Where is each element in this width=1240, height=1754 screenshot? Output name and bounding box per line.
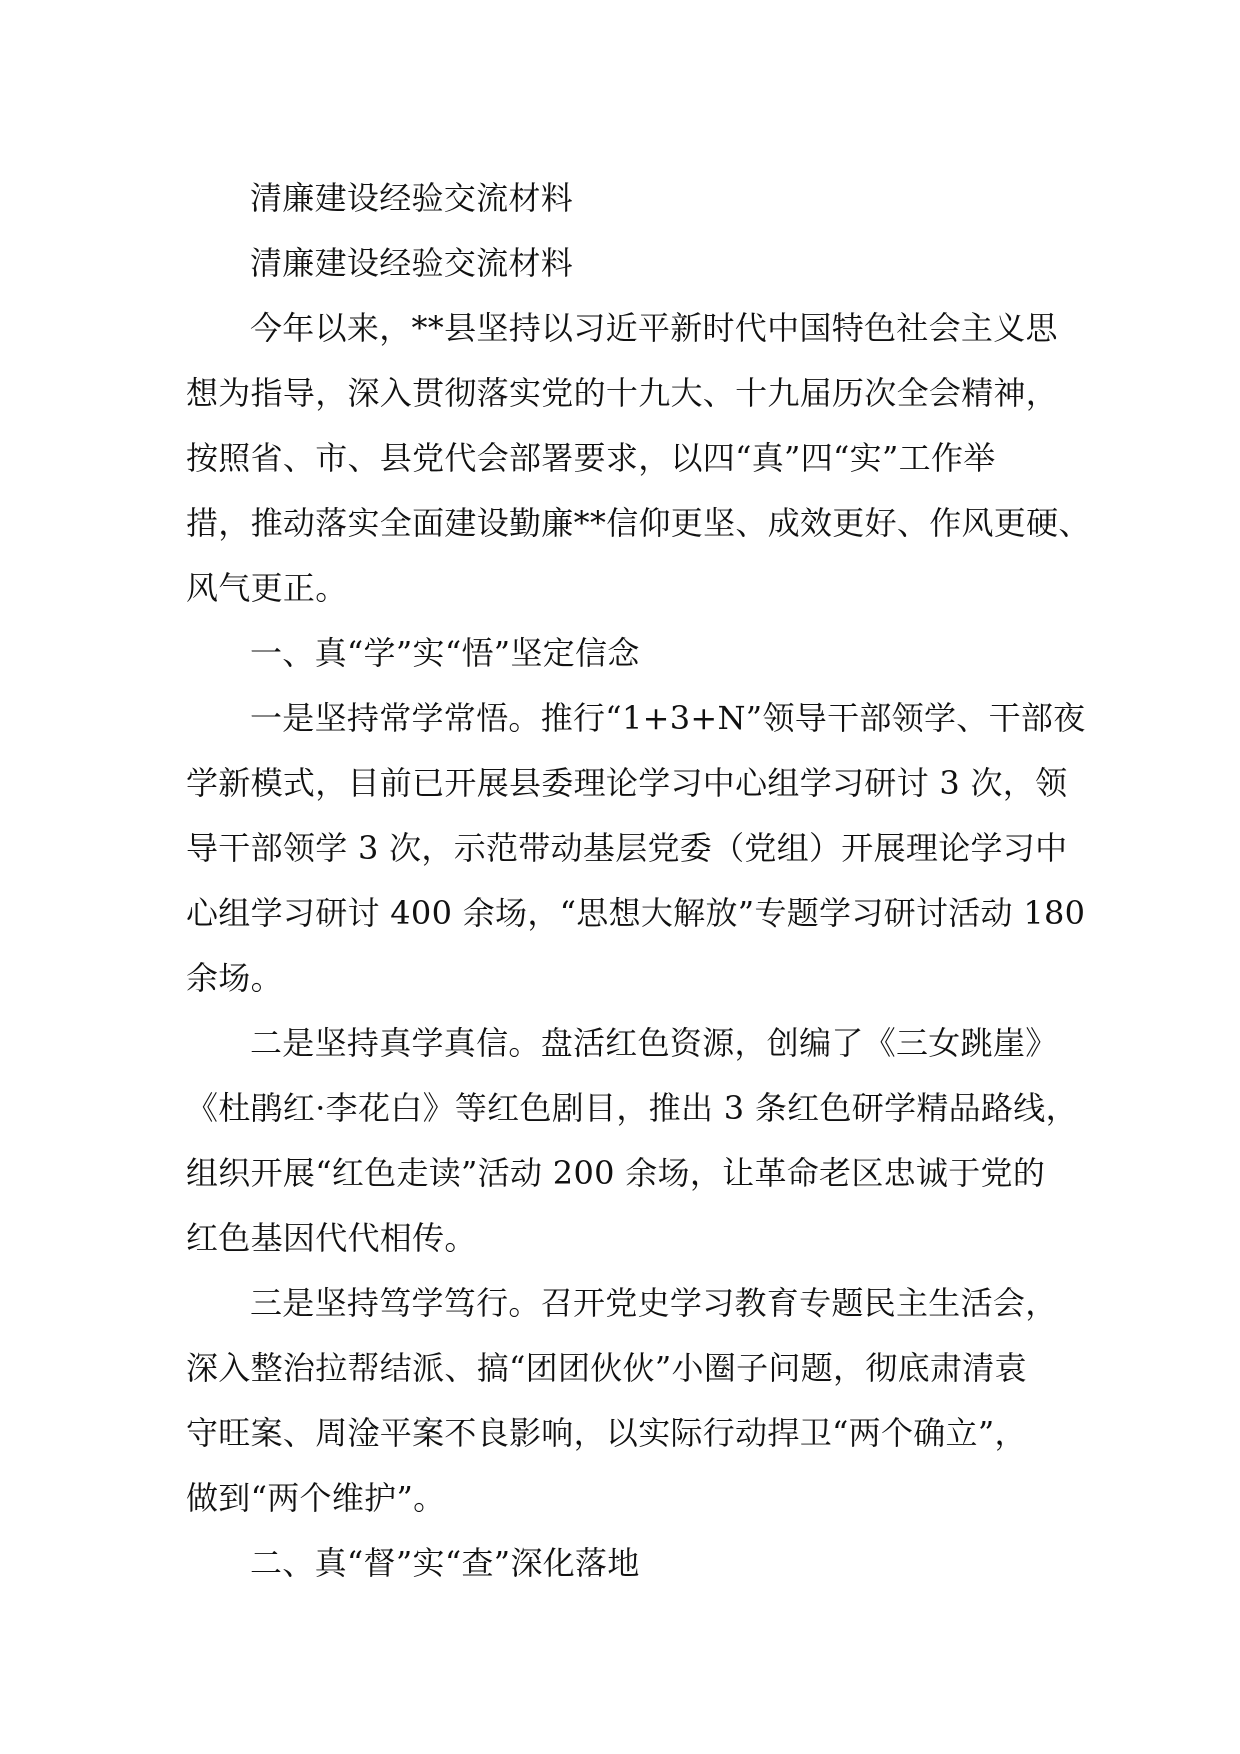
text-line: 二是坚持真学真信。盘活红色资源，创编了《三女跳崖》 <box>250 1024 1058 1062</box>
text-line: 组织开展“红色走读”活动 200 余场，让革命老区忠诚于党的 <box>186 1154 1046 1192</box>
text-line: 今年以来，**县坚持以习近平新时代中国特色社会主义思 <box>250 309 1058 347</box>
text-line: 导干部领学 3 次，示范带动基层党委（党组）开展理论学习中 <box>186 829 1068 867</box>
text-line: 按照省、市、县党代会部署要求，以四“真”四“实”工作举 <box>186 439 996 477</box>
text-line: 心组学习研讨 400 余场，“思想大解放”专题学习研讨活动 180 <box>186 894 1086 932</box>
text-line: 三是坚持笃学笃行。召开党史学习教育专题民主生活会， <box>250 1284 1058 1322</box>
text-line: 守旺案、周淦平案不良影响，以实际行动捍卫“两个确立”， <box>186 1414 1027 1452</box>
text-line: 做到“两个维护”。 <box>186 1479 446 1517</box>
text-line: 深入整治拉帮结派、搞“团团伙伙”小圈子问题，彻底肃清袁 <box>186 1349 1027 1387</box>
text-line: 红色基因代代相传。 <box>186 1219 477 1257</box>
text-line: 学新模式，目前已开展县委理论学习中心组学习研讨 3 次，领 <box>186 764 1068 802</box>
document-subtitle: 清廉建设经验交流材料 <box>250 244 574 282</box>
section-heading: 一、真“学”实“悟”坚定信念 <box>250 634 640 672</box>
text-line: 想为指导，深入贯彻落实党的十九大、十九届历次全会精神， <box>186 374 1059 412</box>
text-line: 《杜鹃红·李花白》等红色剧目，推出 3 条红色研学精品路线， <box>186 1089 1078 1127</box>
document-title: 清廉建设经验交流材料 <box>250 179 574 217</box>
text-line: 风气更正。 <box>186 569 348 607</box>
document-page <box>186 166 1091 1596</box>
section-heading: 二、真“督”实“查”深化落地 <box>250 1544 640 1582</box>
text-line: 措，推动落实全面建设勤廉**信仰更坚、成效更好、作风更硬、 <box>186 504 1091 542</box>
text-line: 余场。 <box>186 959 283 997</box>
text-line: 一是坚持常学常悟。推行“1+3+N”领导干部领学、干部夜 <box>250 699 1086 737</box>
